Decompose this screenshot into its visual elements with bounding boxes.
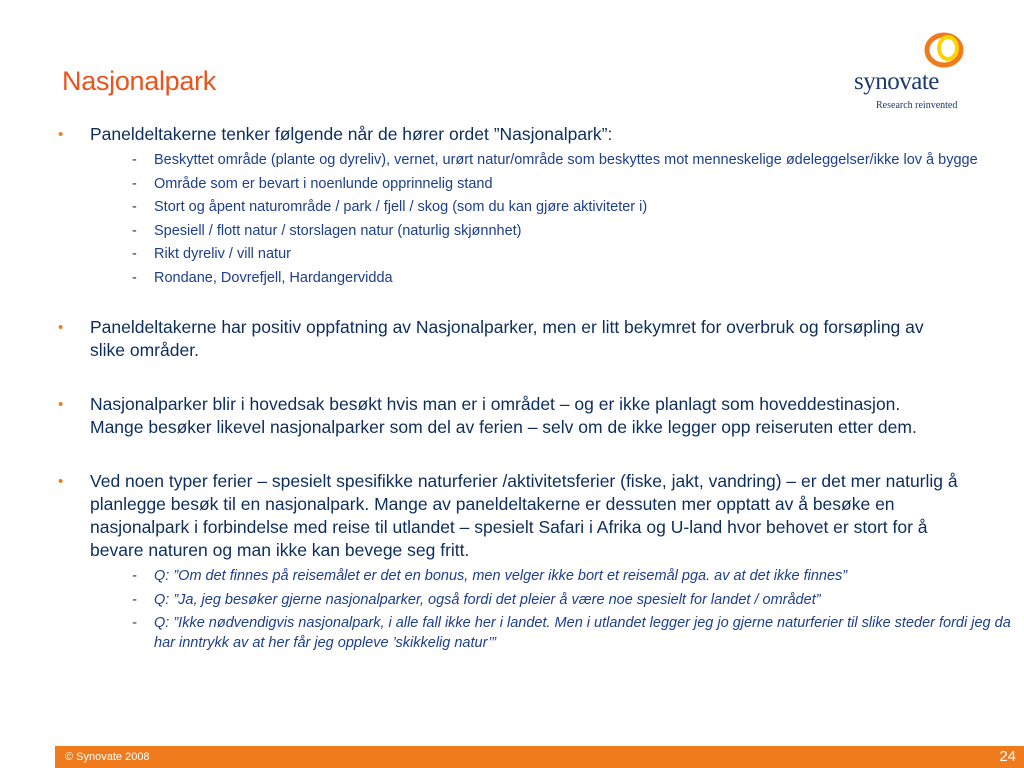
bullet-marker: • [58, 319, 64, 336]
quote-item [90, 567, 1024, 587]
sub-marker: - [132, 269, 137, 286]
sub-list [90, 151, 978, 288]
sub-text: Beskyttet område (plante og dyreliv), vernet, urørt natur/område som beskyttes mot menneskelige ødeleggelser/ikke lov å bygge [154, 152, 978, 168]
sub-marker: - [132, 152, 137, 168]
bullet-marker: • [58, 396, 64, 413]
sub-item [90, 245, 1014, 265]
sub-item [90, 222, 1014, 242]
sub-text: Rondane, Dovrefjell, Hardangervidda [154, 269, 393, 286]
sub-marker: - [132, 222, 137, 239]
bullet-item [58, 123, 978, 288]
footer-copyright: © Synovate 2008 [65, 751, 150, 763]
bullet-item [58, 393, 958, 439]
sub-text: Stort og åpent naturområde / park / fjell / skog (som du kan gjøre aktiviteter i) [154, 199, 648, 215]
bullet-item [58, 316, 958, 362]
sub-list [90, 567, 1011, 653]
quote-text: Q: ”Ja, jeg besøker gjerne nasjonalparker, også fordi det pleier å være noe spesielt for landet / området” [154, 591, 821, 608]
logo-name: synovate [854, 68, 939, 95]
sub-item [90, 269, 1014, 289]
quote-text: Q: ”Om det finnes på reisemålet er det en bonus, men velger ikke bort et reisemål pga. av at det ikke finnes” [154, 568, 848, 584]
bullet-text: Ved noen typer ferier – spesielt spesifikke naturferier /aktivitetsferier (fiske, jakt, vandring) – er det mer naturlig å planlegge besøk til en nasjonalpark. Mange av paneldeltakerne er dessuten mer opptatt av å besøke en nasjonalpark i forbindelse med reise til utlandet – spesielt Safari i Afrika og U-land hvor behovet er stort for å bevare naturen og man ikke kan bevege seg fritt. [90, 471, 958, 560]
slide-title: Nasjonalpark [62, 66, 216, 96]
bullet-marker: • [58, 473, 64, 490]
bullet-marker: • [58, 126, 64, 143]
bullet-text: Paneldeltakerne tenker følgende når de hører ordet ”Nasjonalpark”: [90, 124, 613, 144]
quote-item [90, 614, 1024, 653]
sub-item [90, 175, 1014, 195]
quote-text: Q: ”Ikke nødvendigvis nasjonalpark, i alle fall ikke her i landet. Men i utlandet legger jeg jo gjerne naturferier til slike steder fordi jeg da har inntrykk av at her får jeg oppleve ’skikkelig natur’” [154, 615, 1011, 651]
logo-tagline: Research reinvented [876, 100, 958, 111]
sub-marker: - [132, 591, 137, 608]
sub-marker: - [132, 199, 137, 215]
bullet-item [58, 470, 1011, 653]
quote-item [90, 591, 1024, 611]
slide-content [58, 123, 1011, 657]
bullet-text: Nasjonalparker blir i hovedsak besøkt hvis man er i området – og er ikke planlagt som hoveddestinasjon. Mange besøker likevel nasjonalparker som del av ferien – selv om de ikke legger opp reiseruten etter dem. [90, 394, 917, 437]
sub-marker: - [132, 175, 137, 192]
sub-marker: - [132, 246, 137, 262]
synovate-logo [850, 30, 970, 115]
sub-marker: - [132, 568, 137, 584]
sub-item [90, 151, 1014, 171]
bullet-text: Paneldeltakerne har positiv oppfatning av Nasjonalparker, men er litt bekymret for overbruk og forsøpling av slike områder. [90, 317, 924, 360]
sub-text: Rikt dyreliv / vill natur [154, 246, 291, 262]
page-number: 24 [999, 748, 1016, 765]
sub-marker: - [132, 615, 137, 631]
sub-text: Område som er bevart i noenlunde opprinnelig stand [154, 175, 493, 192]
footer-bar [55, 746, 1024, 768]
logo-ring-icon [922, 30, 968, 70]
sub-text: Spesiell / flott natur / storslagen natur (naturlig skjønnhet) [154, 222, 522, 239]
sub-item [90, 198, 1014, 218]
